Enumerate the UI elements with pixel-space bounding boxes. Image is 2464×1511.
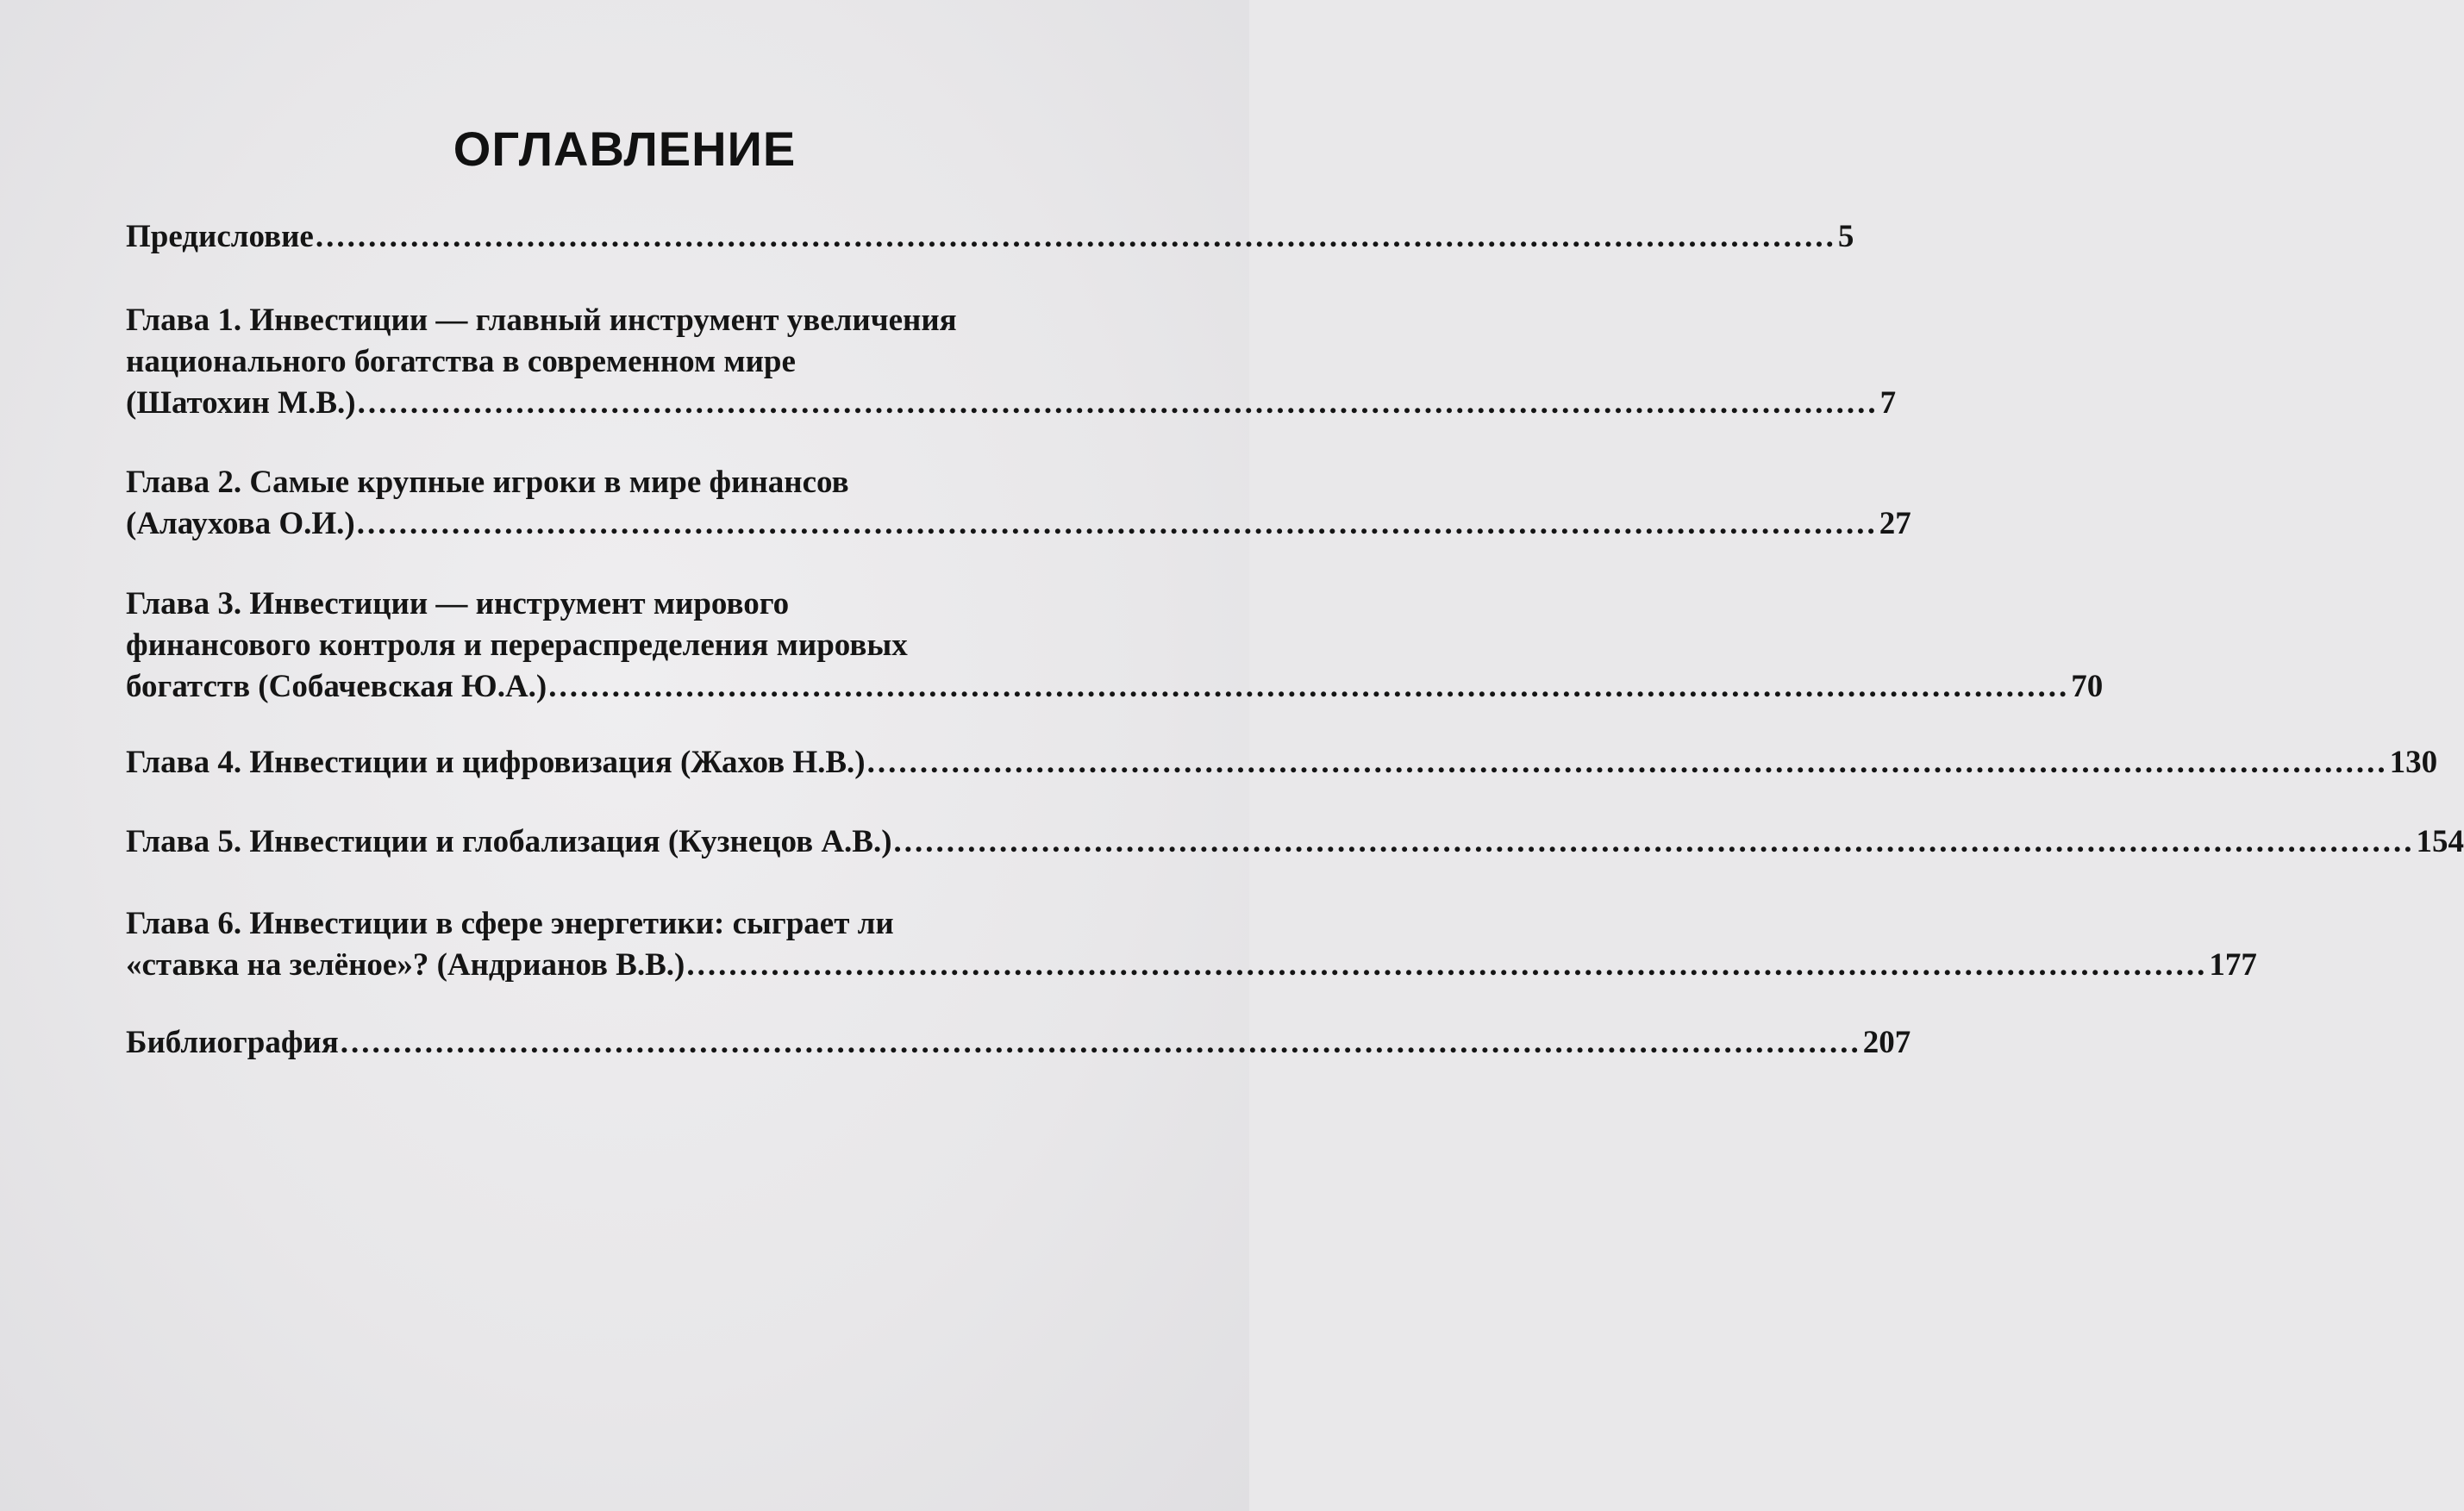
dot-leader: ................................................................................................................................................ (548, 669, 2070, 704)
toc-page-number: 7 (1879, 385, 1897, 421)
dot-leader: ................................................................................................................................................ (357, 385, 1879, 421)
page-title: ОГЛАВЛЕНИЕ (453, 122, 797, 176)
toc-entry-chapter-3 (126, 584, 2104, 708)
toc-page-number: 5 (1837, 219, 1854, 254)
toc-entry-title: богатств (Собачевская Ю.А.) (126, 669, 547, 704)
toc-page-number: 70 (2071, 669, 2104, 704)
toc-page-number: 207 (1862, 1025, 1911, 1060)
toc-entry-title: (Алаухова О.И.) (126, 506, 355, 541)
toc-entry-line: Глава 6. Инвестиции в сфере энергетики: сыграет ли (126, 906, 894, 941)
dot-leader: ................................................................................................................................................ (893, 824, 2415, 859)
toc-entry-title: «ставка на зелёное»? (Андрианов В.В.) (126, 947, 685, 983)
toc-entry-line: национального богатства в современном мире (126, 344, 796, 379)
toc-entry-bibliography (126, 1022, 1911, 1064)
dot-leader: ................................................................................................................................................ (315, 219, 1836, 254)
toc-entry-chapter-1 (126, 300, 1897, 424)
toc-entry-title: Библиография (126, 1025, 339, 1060)
toc-page-number: 177 (2209, 947, 2257, 983)
toc-page-number: 130 (2389, 745, 2438, 780)
toc-entry-line: Глава 1. Инвестиции — главный инструмент увеличения (126, 303, 957, 338)
toc-entry-title: (Шатохин М.В.) (126, 385, 356, 421)
dot-leader: ................................................................................................................................................ (866, 745, 2388, 780)
toc-entry-line: финансового контроля и перераспределения мировых (126, 628, 908, 663)
toc-entry-preface (126, 216, 1854, 258)
toc-entry-line: Глава 3. Инвестиции — инструмент мирового (126, 586, 790, 621)
dot-leader: ................................................................................................................................................ (356, 506, 1878, 541)
dot-leader: ................................................................................................................................................ (340, 1025, 1861, 1060)
toc-entry-line: Глава 2. Самые крупные игроки в мире финансов (126, 465, 849, 500)
toc-entry-chapter-6 (126, 903, 2257, 986)
dot-leader: ................................................................................................................................................ (686, 947, 2208, 983)
toc-page-number: 27 (1879, 506, 1911, 541)
toc-entry-title: Глава 4. Инвестиции и цифровизация (Жахов Н.В.) (126, 745, 866, 780)
toc-page-number: 154 (2416, 824, 2464, 859)
toc-entry-title: Предисловие (126, 219, 314, 254)
toc-entry-chapter-4 (126, 742, 2438, 784)
toc-entry-chapter-2 (126, 462, 1911, 545)
toc-entry-title: Глава 5. Инвестиции и глобализация (Кузнецов А.В.) (126, 824, 892, 859)
toc-entry-chapter-5 (126, 821, 2464, 863)
